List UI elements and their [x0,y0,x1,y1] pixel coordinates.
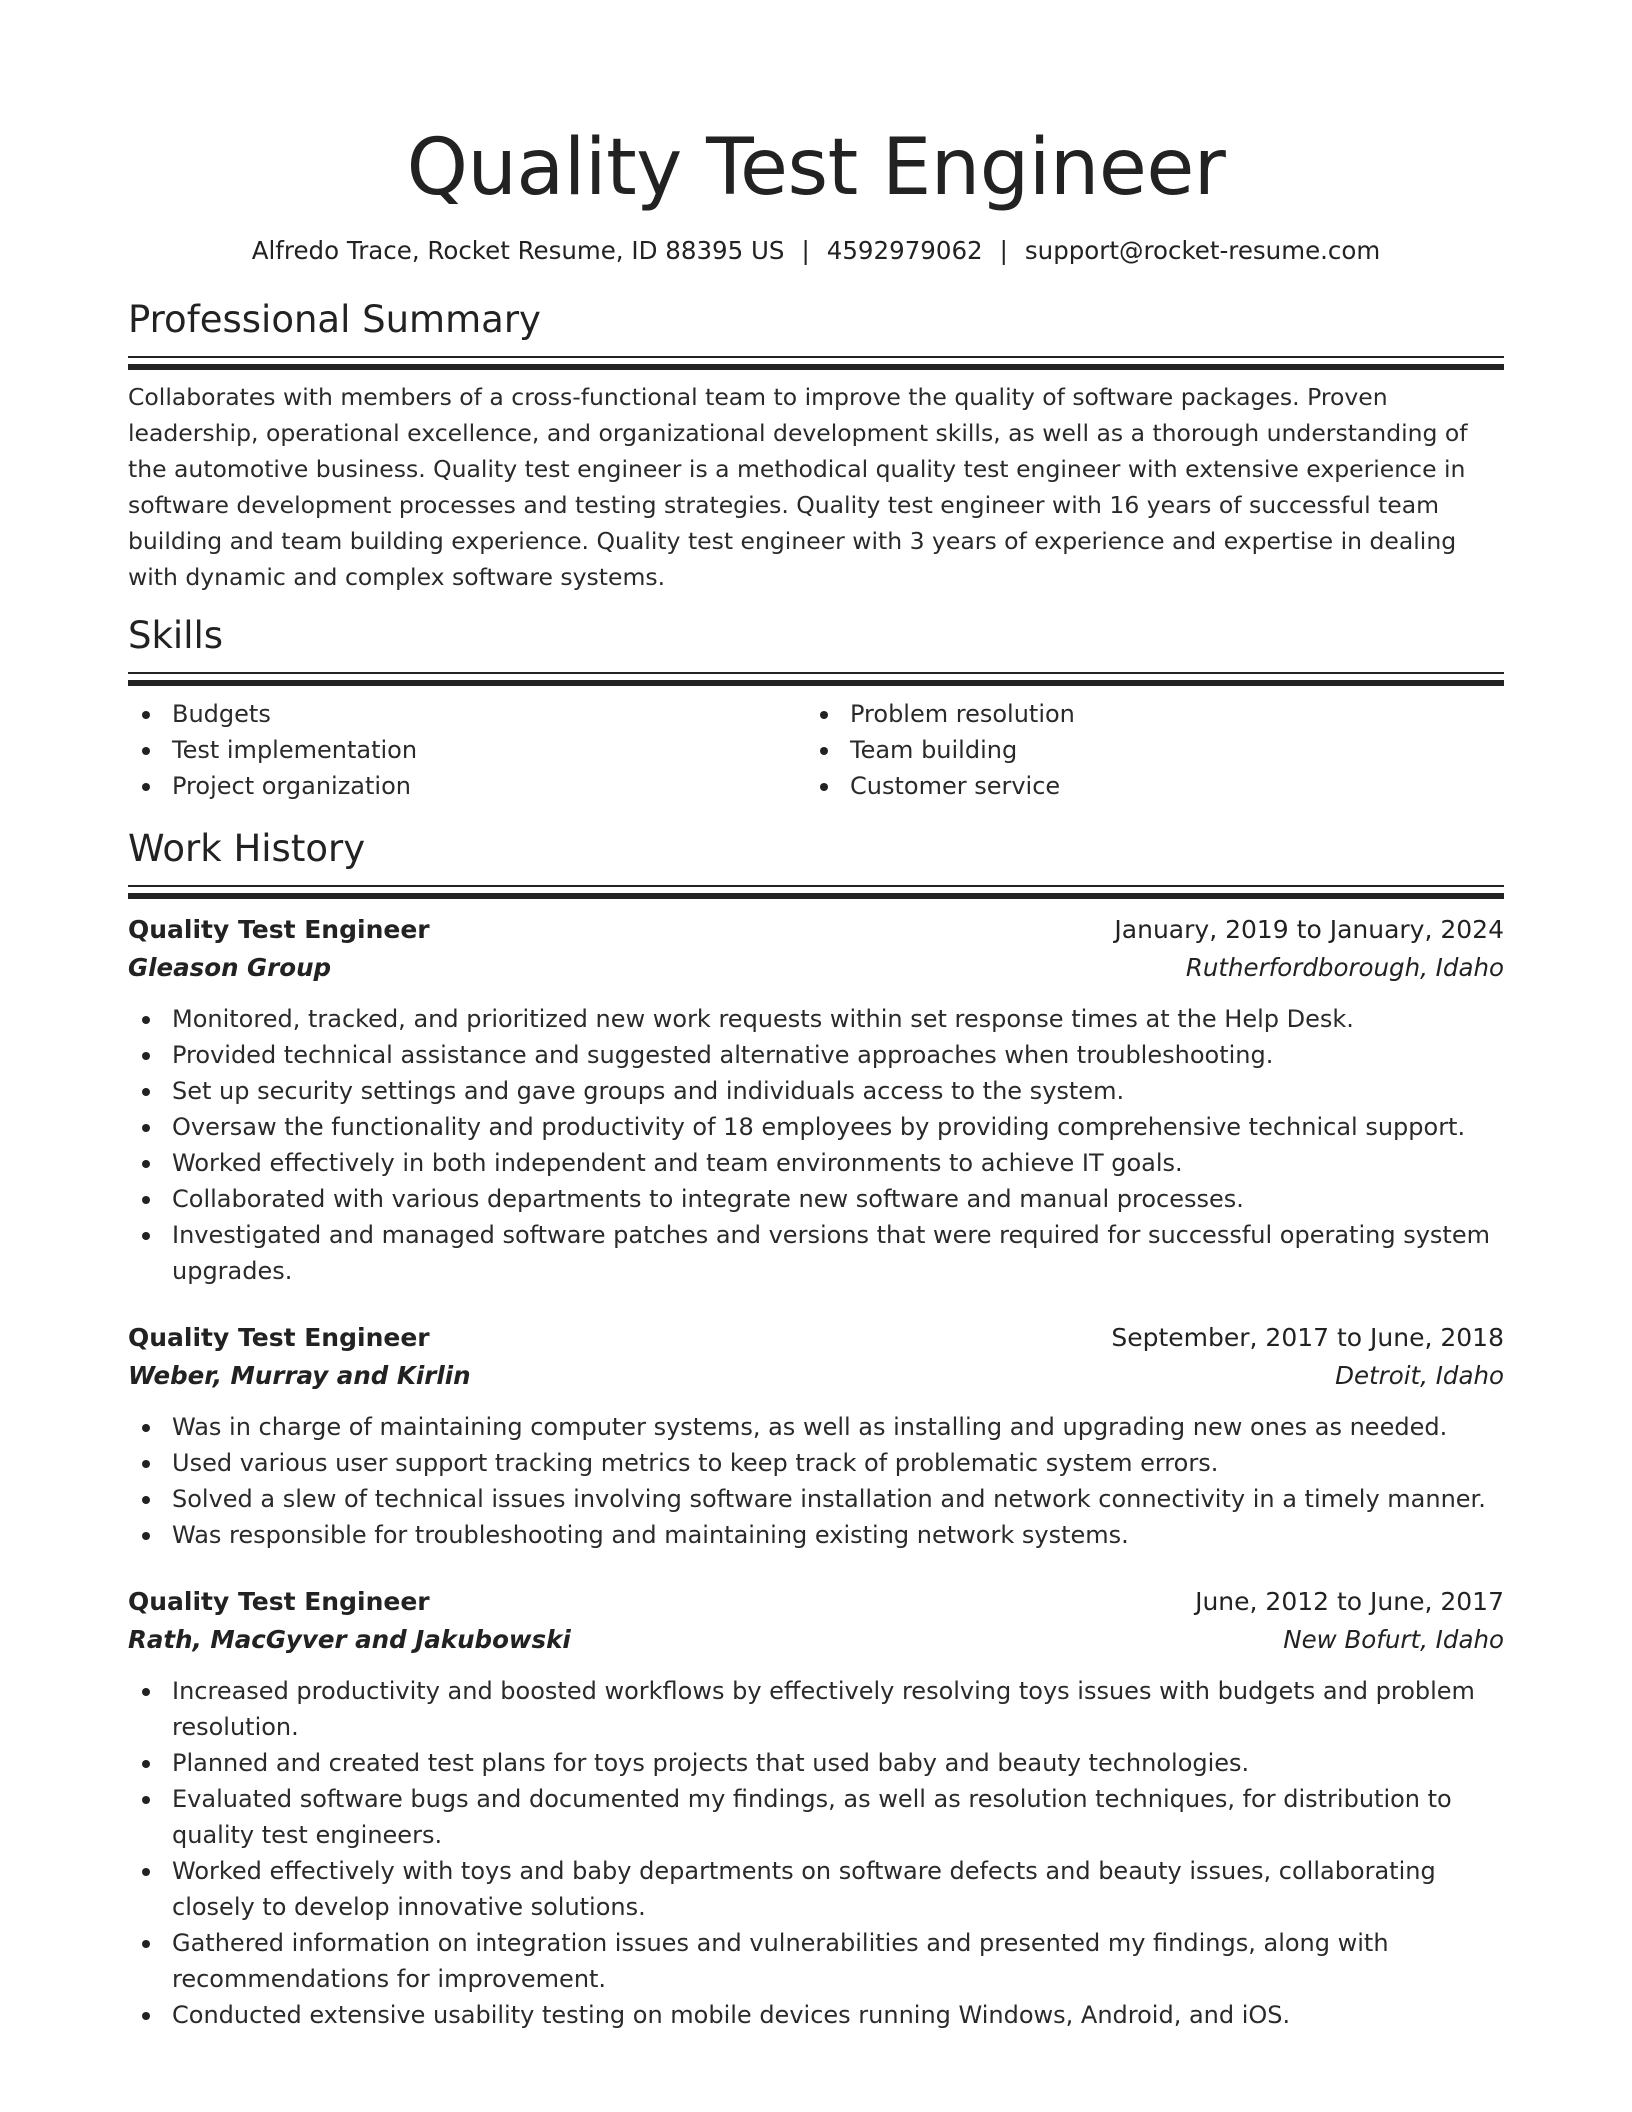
job-entry [128,1583,1504,2033]
section-divider [128,672,1504,686]
job-bullet: Provided technical assistance and suggested alternative approaches when troubleshooting. [128,1037,1504,1073]
job-bullet: Worked effectively with toys and baby departments on software defects and beauty issues, collaborating closely to develop innovative solutions. [128,1853,1504,1925]
job-bullet: Was in charge of maintaining computer systems, as well as installing and upgrading new ones as needed. [128,1409,1504,1445]
job-bullet: Monitored, tracked, and prioritized new work requests within set response times at the Help Desk. [128,1001,1504,1037]
job-bullet: Investigated and managed software patches and versions that were required for successful operating system upgrades. [128,1217,1504,1289]
job-bullet: Conducted extensive usability testing on mobile devices running Windows, Android, and iOS. [128,1997,1504,2033]
contact-phone: 4592979062 [826,236,983,265]
job-company: Weber, Murray and Kirlin [128,1361,471,1390]
job-bullet: Was responsible for troubleshooting and maintaining existing network systems. [128,1517,1504,1553]
job-bullet: Gathered information on integration issues and vulnerabilities and presented my findings, along with recommendations for improvement. [128,1925,1504,1997]
summary-heading: Professional Summary [128,298,541,341]
job-bullet: Worked effectively in both independent and team environments to achieve IT goals. [128,1145,1504,1181]
job-bullet: Evaluated software bugs and documented my findings, as well as resolution techniques, for distribution to quality test engineers. [128,1781,1504,1853]
job-location: New Bofurt, Idaho [1283,1625,1504,1654]
job-bullet: Planned and created test plans for toys projects that used baby and beauty technologies. [128,1745,1504,1781]
section-divider [128,885,1504,899]
job-company: Gleason Group [128,953,332,982]
job-title: Quality Test Engineer [128,1323,430,1352]
skills-column-right [806,696,1494,804]
job-dates: June, 2012 to June, 2017 [1195,1587,1504,1616]
job-location: Rutherfordborough, Idaho [1185,953,1504,982]
job-bullet: Set up security settings and gave groups and individuals access to the system. [128,1073,1504,1109]
job-bullet: Solved a slew of technical issues involving software installation and network connectivity in a timely manner. [128,1481,1504,1517]
skills-column-left [128,696,816,804]
contact-email: support@rocket-resume.com [1024,236,1381,265]
job-bullet: Collaborated with various departments to integrate new software and manual processes. [128,1181,1504,1217]
job-bullet: Oversaw the functionality and productivity of 18 employees by providing comprehensive technical support. [128,1109,1504,1145]
skills-list [128,696,1504,804]
page-title: Quality Test Engineer [406,123,1226,213]
summary-text: Collaborates with members of a cross-functional team to improve the quality of software packages. Proven leadership, operational excellence, and organizational development skills, as well as a thorough understanding of the automotive business. Quality test engineer is a methodical quality test engineer with extensive experience in software development processes and testing strategies. Quality test engineer with 16 years of successful team building and team building experience. Quality test engineer with 3 years of experience and expertise in dealing with dynamic and complex software systems. [128,383,1468,591]
job-location: Detroit, Idaho [1335,1361,1504,1390]
contact-line [128,234,1504,268]
section-divider [128,356,1504,370]
skill-item: Customer service [806,768,1494,804]
job-bullets [128,1001,1504,1289]
job-bullets [128,1409,1504,1553]
skill-item: Project organization [128,768,816,804]
skill-item: Problem resolution [806,696,1494,732]
job-bullets [128,1673,1504,2033]
job-dates: January, 2019 to January, 2024 [1114,915,1504,944]
skills-heading: Skills [128,614,224,657]
contact-separator: | [801,236,810,265]
resume-page [128,118,1504,2033]
job-entry [128,911,1504,1289]
skill-item: Team building [806,732,1494,768]
job-bullet: Used various user support tracking metrics to keep track of problematic system errors. [128,1445,1504,1481]
job-entry [128,1319,1504,1553]
job-dates: September, 2017 to June, 2018 [1111,1323,1504,1352]
skill-item: Budgets [128,696,816,732]
work-history-heading: Work History [128,827,366,870]
job-title: Quality Test Engineer [128,915,430,944]
job-title: Quality Test Engineer [128,1587,430,1616]
work-history-section [128,826,1504,2033]
summary-section [128,297,1504,595]
job-company: Rath, MacGyver and Jakubowski [128,1625,571,1654]
skills-section [128,613,1504,804]
contact-address: Alfredo Trace, Rocket Resume, ID 88395 US [251,236,785,265]
job-bullet: Increased productivity and boosted workflows by effectively resolving toys issues with budgets and problem resolution. [128,1673,1504,1745]
skill-item: Test implementation [128,732,816,768]
contact-separator: | [999,236,1008,265]
